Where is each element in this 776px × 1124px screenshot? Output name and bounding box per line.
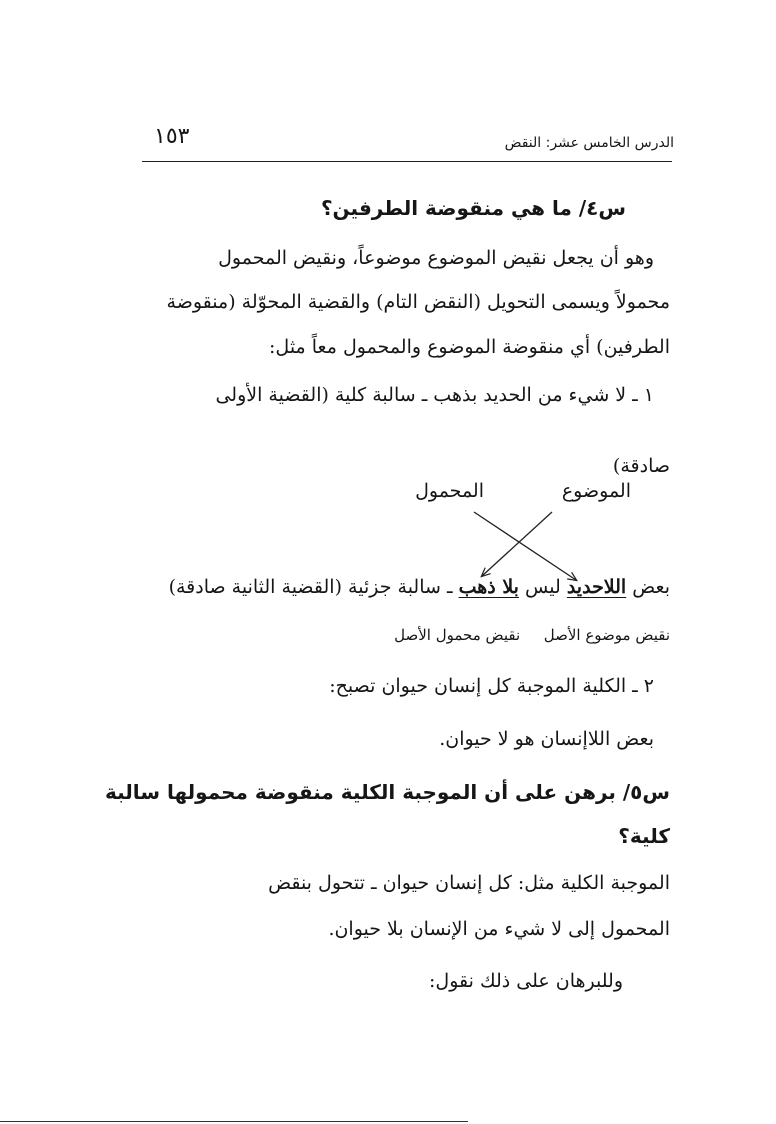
footer-scan-line xyxy=(0,1121,468,1122)
header-divider xyxy=(142,161,672,162)
result-middle: ليس xyxy=(525,576,561,598)
result-prefix: بعض xyxy=(632,576,670,598)
example-2-line-2: بعض اللاإنسان هو لا حيوان. xyxy=(439,728,654,750)
example-1-result-line xyxy=(169,576,670,598)
question-4-heading: س٤/ ما هي منقوضة الطرفين؟ xyxy=(320,196,626,220)
q5-paragraph-line-1: الموجبة الكلية مثل: كل إنسان حيوان ـ تتحول بنقض xyxy=(268,872,670,894)
q4-paragraph-line-3: الطرفين) أي منقوضة الموضوع والمحمول معاً مثل: xyxy=(269,336,670,358)
q5-paragraph-line-2: المحمول إلى لا شيء من الإنسان بلا حيوان. xyxy=(328,918,670,940)
example-2-line-1: ٢ ـ الكلية الموجبة كل إنسان حيوان تصبح: xyxy=(329,675,654,697)
result-suffix: ـ سالبة جزئية (القضية الثانية صادقة) xyxy=(168,576,453,598)
running-header-title: الدرس الخامس عشر: النقض xyxy=(504,135,674,151)
page-number: ١٥٣ xyxy=(154,124,190,149)
arrow-subject-to-predicate xyxy=(482,512,552,576)
diagram-label-subject: الموضوع xyxy=(561,480,631,502)
q4-paragraph-line-1: وهو أن يجعل نقيض الموضوع موضوعاً، ونقيض المحمول xyxy=(218,247,654,269)
question-5-heading-line-1: س٥/ برهن على أن الموجبة الكلية منقوضة محمولها سالبة xyxy=(105,780,670,804)
note-predicate: نقيض محمول الأصل xyxy=(394,626,521,644)
example-1-line-2: صادقة) xyxy=(612,455,670,477)
example-1-notes-line xyxy=(394,626,670,644)
q5-paragraph-line-3: وللبرهان على ذلك نقول: xyxy=(429,970,623,992)
diagram-label-predicate: المحمول xyxy=(415,480,484,502)
result-predicate-underlined: بلا ذهب xyxy=(458,576,519,598)
result-subject-underlined: اللاحديد xyxy=(566,576,627,598)
note-subject: نقيض موضوع الأصل xyxy=(543,626,670,644)
q4-paragraph-line-2: محمولاً ويسمى التحويل (النقض التام) والقضية المحوّلة (منقوضة xyxy=(166,291,670,313)
question-5-heading-line-2: كلية؟ xyxy=(618,824,670,848)
example-1-line-1: ١ ـ لا شيء من الحديد بذهب ـ سالبة كلية (القضية الأولى xyxy=(215,384,654,406)
